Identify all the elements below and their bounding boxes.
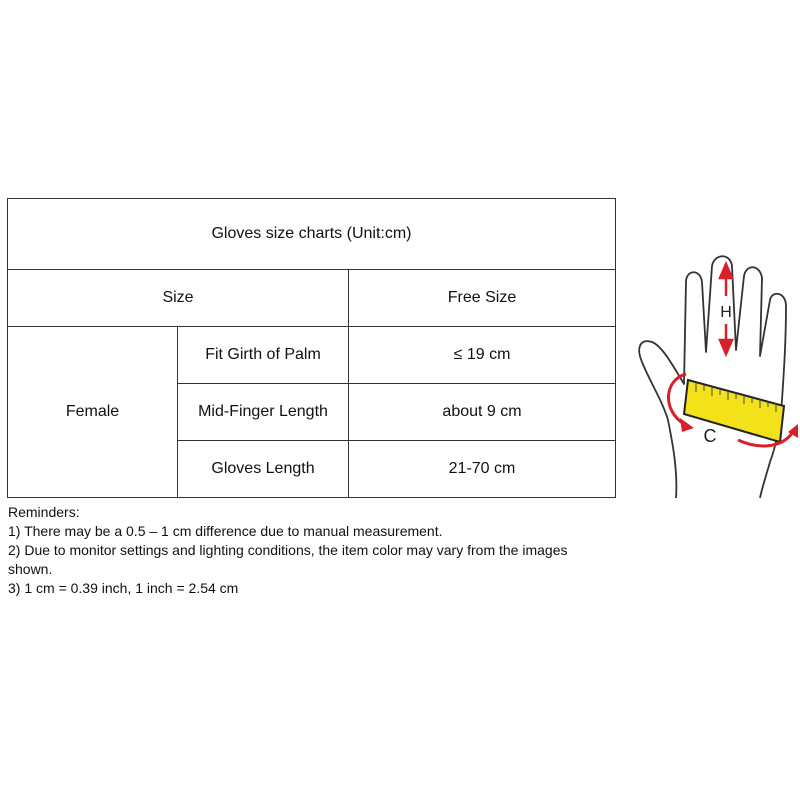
circumference-label: C: [703, 426, 717, 446]
value-cell: ≤ 19 cm: [349, 327, 616, 384]
hand-measurement-illustration: [628, 250, 800, 500]
hand-outline: [639, 256, 786, 498]
measure-cell: Gloves Length: [178, 441, 349, 498]
table-title: Gloves size charts (Unit:cm): [8, 199, 616, 270]
measure-cell: Mid-Finger Length: [178, 384, 349, 441]
reminders-heading: Reminders:: [8, 504, 80, 520]
reminder-item: 3) 1 cm = 0.39 inch, 1 inch = 2.54 cm: [8, 580, 239, 596]
height-label: H: [720, 304, 732, 321]
reminder-item: 1) There may be a 0.5 – 1 cm difference due to manual measurement.: [8, 523, 443, 539]
value-cell: 21-70 cm: [349, 441, 616, 498]
table-row: [8, 327, 616, 384]
size-chart-table: [7, 198, 616, 498]
value-cell: about 9 cm: [349, 384, 616, 441]
size-header-cell: Size: [8, 270, 349, 327]
table-header-row: [8, 270, 616, 327]
reminders-section: [8, 503, 608, 598]
table-title-row: [8, 199, 616, 270]
group-label-cell: Female: [8, 327, 178, 498]
measure-cell: Fit Girth of Palm: [178, 327, 349, 384]
size-value-cell: Free Size: [349, 270, 616, 327]
reminder-item: 2) Due to monitor settings and lighting conditions, the item color may vary from the images shown.: [8, 542, 568, 577]
